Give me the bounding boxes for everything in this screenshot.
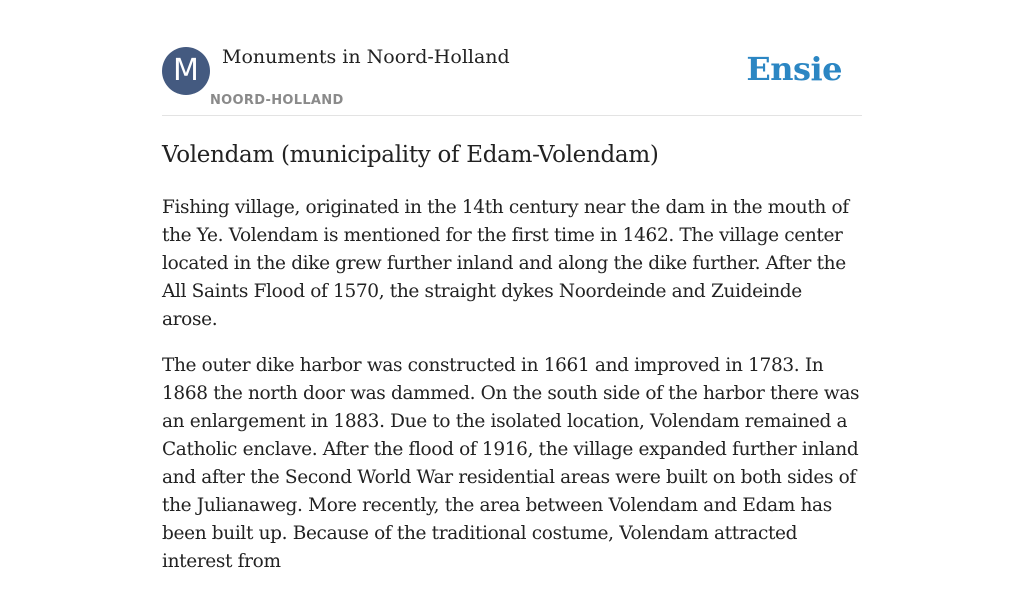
category-link[interactable]: NOORD-HOLLAND bbox=[210, 93, 344, 108]
article-paragraph: The outer dike harbor was constructed in 1661 and improved in 1783. In 1868 the north door was dammed. On the south side of the harbor there was an enlargement in 1883. Due to the isolated location, Volendam remained a Catholic enclave. After the flood of 1916, the village expanded further inland and after the Second World War residential areas were built on both sides of the Julianaweg. More recently, the area between Volendam and Edam has been built up. Because of the traditional costume, Volendam attracted interest from bbox=[162, 355, 860, 572]
header bbox=[162, 40, 862, 116]
article bbox=[162, 138, 862, 594]
document-title[interactable]: Monuments in Noord-Holland bbox=[222, 46, 510, 68]
avatar[interactable]: M bbox=[162, 47, 210, 95]
article-heading: Volendam (municipality of Edam-Volendam) bbox=[162, 142, 659, 168]
article-paragraph: Fishing village, originated in the 14th century near the dam in the mouth of the Ye. Volendam is mentioned for the first time in 1462. The village center located in the dike grew further inland and along the dike further. After the All Saints Flood of 1570, the straight dykes Noordeinde and Zuideinde arose. bbox=[162, 197, 849, 330]
brand-logo[interactable]: Ensie bbox=[746, 50, 842, 88]
